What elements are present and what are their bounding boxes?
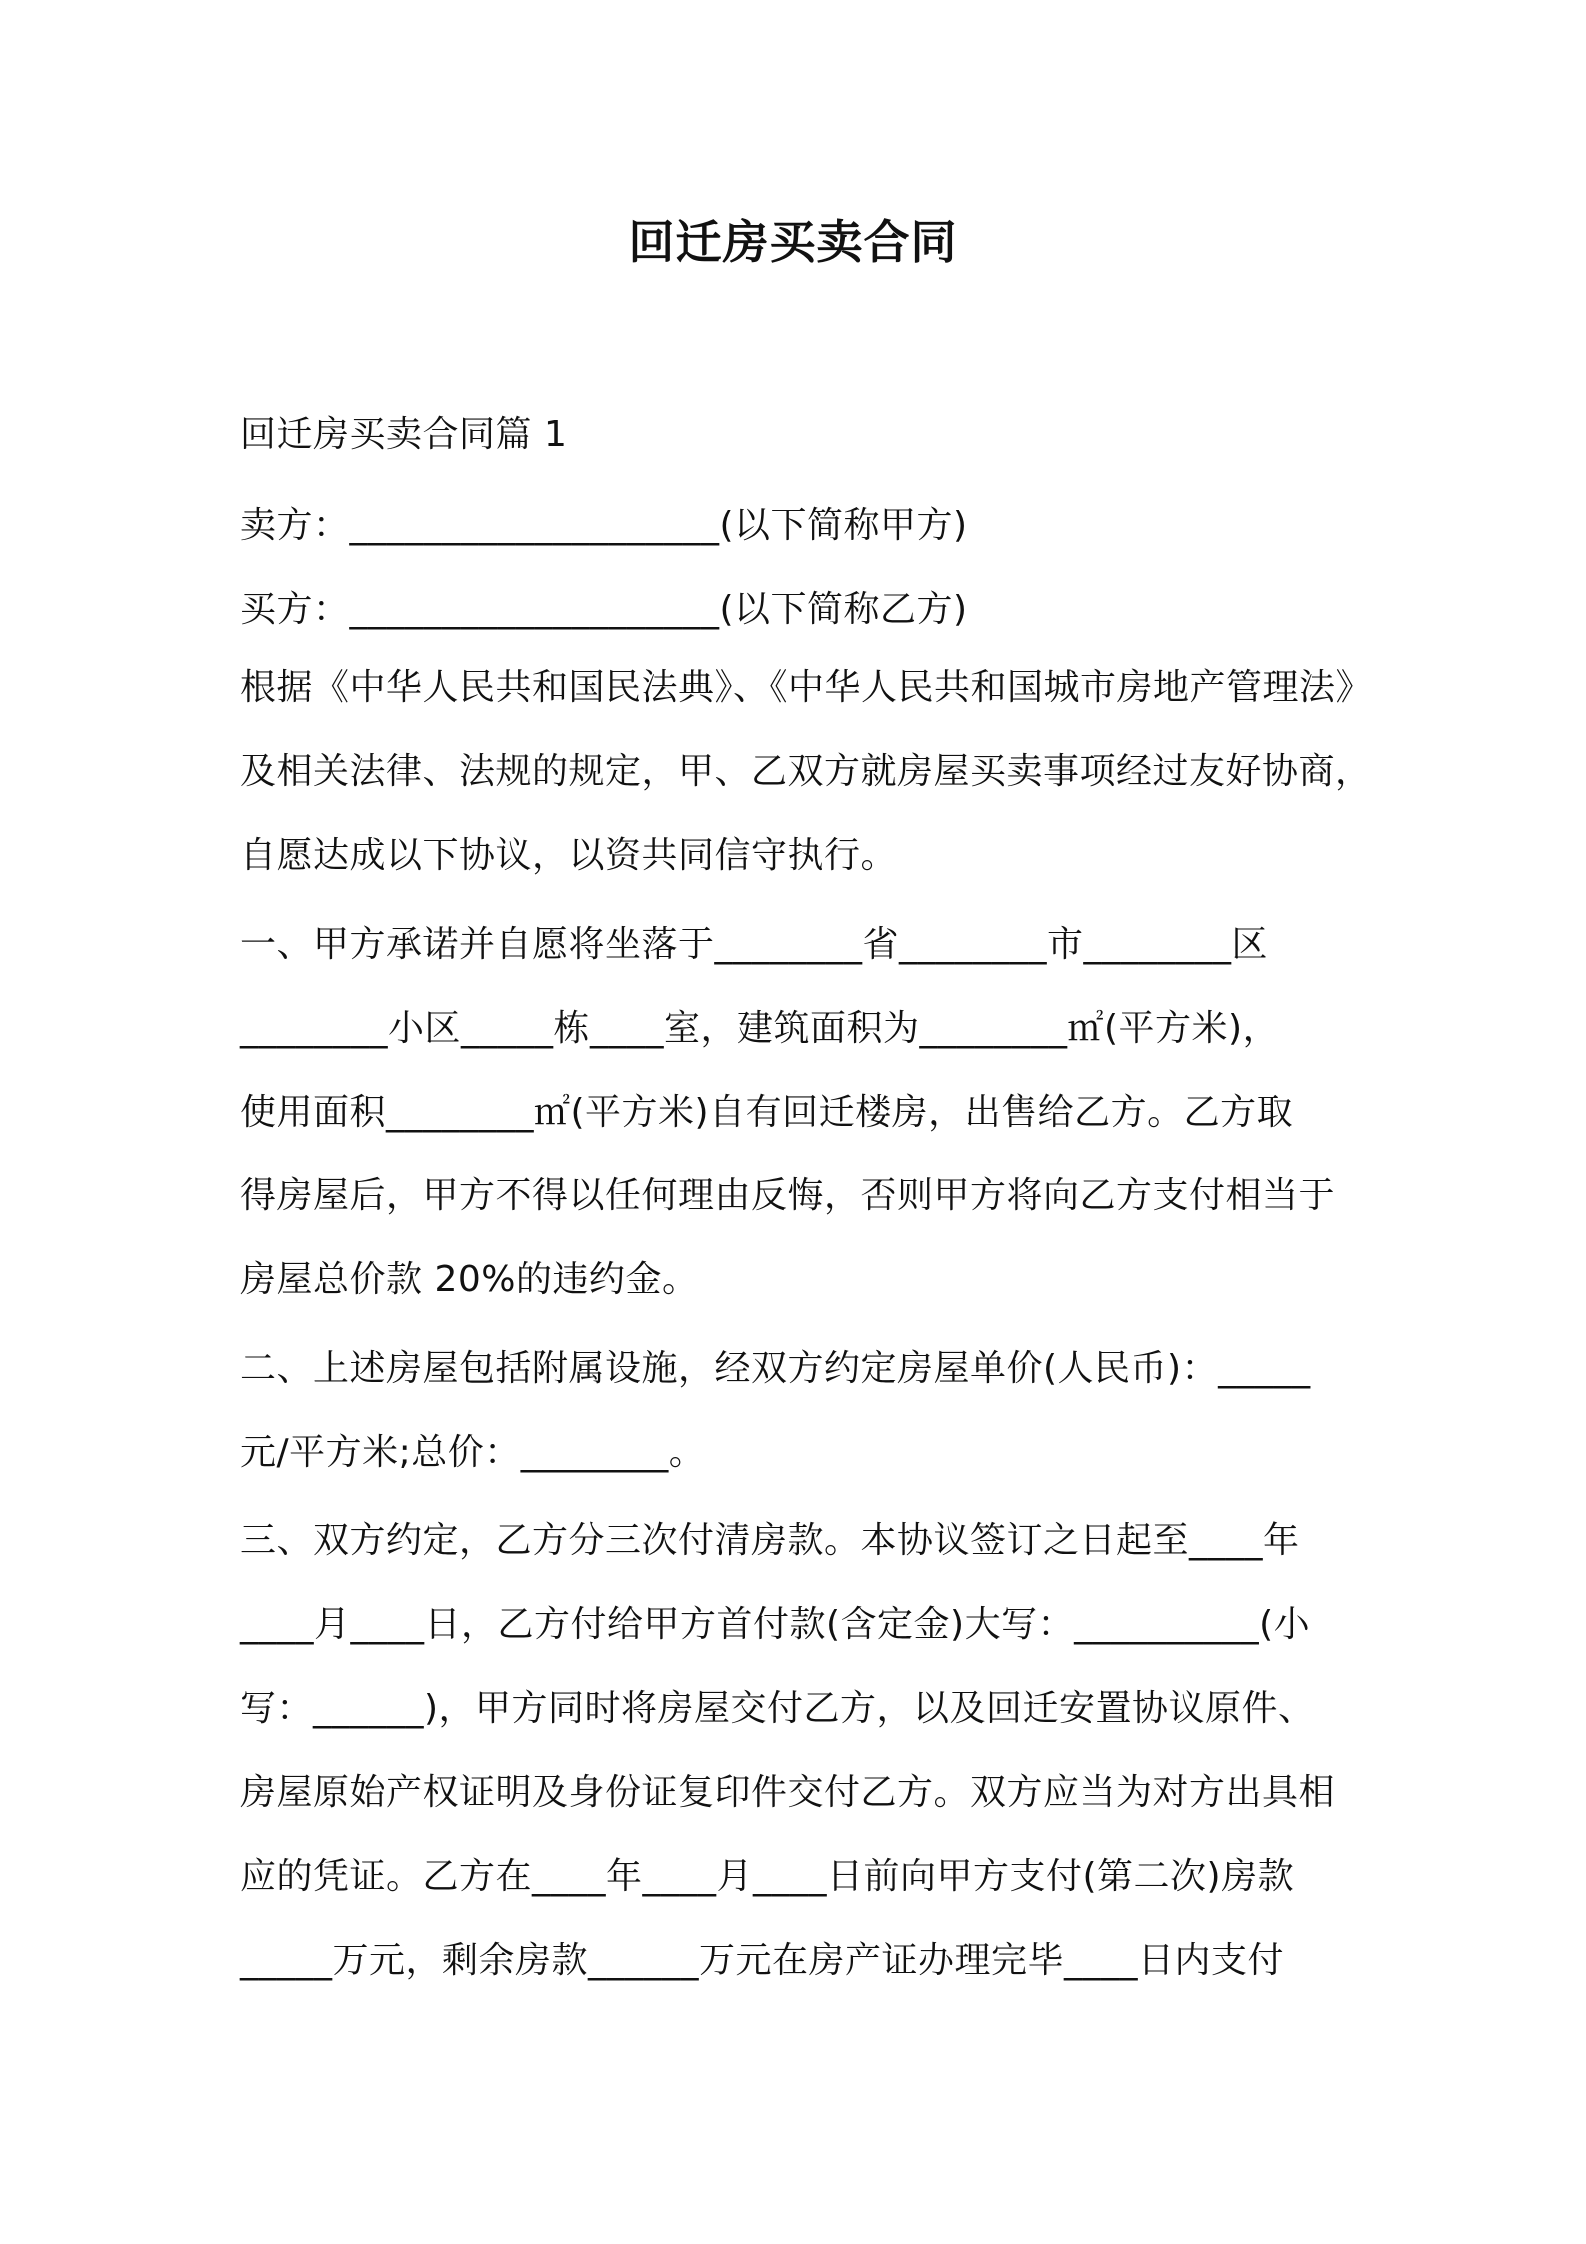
seller-line: 卖方：____________________(以下简称甲方) [240,505,968,546]
paragraph-line: 根据《中华人民共和国民法典》、《中华人民共和国城市房地产管理法》 [240,667,1373,708]
clause-1-line: ________小区_____栋____室，建筑面积为________㎡(平方米)， [240,1008,1280,1049]
clause-1-line: 使用面积________㎡(平方米)自有回迁楼房，出售给乙方。乙方取 [240,1092,1294,1133]
clause-3-line: 写：______)，甲方同时将房屋交付乙方，以及回迁安置协议原件、 [240,1688,1315,1729]
clause-3-line: 三、双方约定，乙方分三次付清房款。本协议签订之日起至____年 [240,1520,1300,1561]
section-heading: 回迁房买卖合同篇 1 [240,414,568,455]
paragraph-line: 自愿达成以下协议，以资共同信守执行。 [240,835,898,876]
document-title: 回迁房买卖合同 [628,215,958,269]
clause-2-line: 二、上述房屋包括附属设施，经双方约定房屋单价(人民币)：_____ [240,1348,1311,1389]
clause-3-line: _____万元，剩余房款______万元在房产证办理完毕____日内支付 [240,1940,1285,1981]
clause-3-line: 房屋原始产权证明及身份证复印件交付乙方。双方应当为对方出具相 [240,1772,1336,1813]
paragraph-line: 及相关法律、法规的规定，甲、乙双方就房屋买卖事项经过友好协商， [240,751,1372,792]
clause-1-line: 得房屋后，甲方不得以任何理由反悔，否则甲方将向乙方支付相当于 [240,1175,1336,1216]
clause-3-line: 应的凭证。乙方在____年____月____日前向甲方支付(第二次)房款 [240,1856,1295,1897]
clause-1-line: 房屋总价款 20%的违约金。 [240,1259,699,1300]
buyer-line: 买方：____________________(以下简称乙方) [240,589,968,630]
clause-3-line: ____月____日，乙方付给甲方首付款(含定金)大写：__________(小 [240,1604,1311,1645]
clause-1-line: 一、甲方承诺并自愿将坐落于________省________市________区 [240,924,1269,965]
clause-2-line: 元/平方米;总价：________。 [240,1432,706,1473]
